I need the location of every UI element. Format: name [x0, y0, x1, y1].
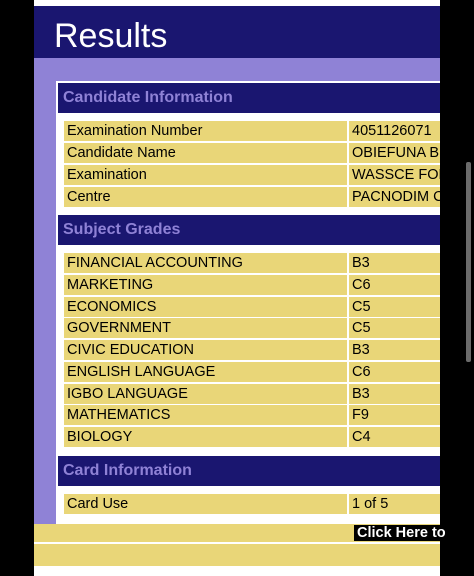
table-row: [64, 362, 440, 382]
candidate-info-heading: Candidate Information: [58, 83, 440, 113]
subject-name: IGBO LANGUAGE: [64, 384, 347, 404]
table-row: [64, 297, 440, 317]
subject-grade: C5: [349, 318, 440, 338]
subject-name: MARKETING: [64, 275, 347, 295]
subject-grade: B3: [349, 253, 440, 273]
content-band: [34, 58, 455, 524]
table-row: [64, 318, 440, 338]
candidate-name-label: Candidate Name: [64, 143, 347, 163]
card-info-heading: Card Information: [58, 456, 440, 486]
results-page: [34, 0, 455, 576]
scrollbar-thumb[interactable]: [466, 162, 471, 362]
subject-name: FINANCIAL ACCOUNTING: [64, 253, 347, 273]
table-row: [64, 427, 440, 447]
results-header: [34, 6, 440, 58]
subject-name: GOVERNMENT: [64, 318, 347, 338]
subject-name: ECONOMICS: [64, 297, 347, 317]
exam-number-label: Examination Number: [64, 121, 347, 141]
table-row: [64, 494, 440, 514]
subject-name: MATHEMATICS: [64, 405, 347, 425]
subject-grade: C6: [349, 275, 440, 295]
subject-grades-heading: Subject Grades: [58, 215, 440, 245]
click-here-button[interactable]: Click Here to: [354, 525, 440, 541]
examination-value: WASSCE FOR: [349, 165, 440, 185]
subject-grade: F9: [349, 405, 440, 425]
table-row: [64, 187, 455, 207]
footer-strip-lower: [34, 544, 440, 566]
examination-label: Examination: [64, 165, 347, 185]
subject-grade: C6: [349, 362, 440, 382]
table-row: [64, 143, 449, 163]
subject-name: BIOLOGY: [64, 427, 347, 447]
results-panel: [56, 81, 455, 524]
table-row: [64, 275, 440, 295]
subject-name: ENGLISH LANGUAGE: [64, 362, 347, 382]
table-row: [64, 253, 440, 273]
table-row: [64, 165, 449, 185]
candidate-name-value: OBIEFUNA BE: [349, 143, 440, 163]
card-use-value: 1 of 5: [349, 494, 440, 514]
subject-grade: C4: [349, 427, 440, 447]
table-row: [64, 121, 440, 141]
centre-label: Centre: [64, 187, 347, 207]
table-row: [64, 384, 440, 404]
subject-grade: C5: [349, 297, 440, 317]
table-row: [64, 405, 440, 425]
card-use-label: Card Use: [64, 494, 347, 514]
centre-value: PACNODIM CO: [349, 187, 440, 207]
subject-grade: B3: [349, 340, 440, 360]
exam-number-value: 4051126071: [349, 121, 440, 141]
page-title: Results: [54, 17, 168, 55]
table-row: [64, 340, 440, 360]
subject-grade: B3: [349, 384, 440, 404]
subject-name: CIVIC EDUCATION: [64, 340, 347, 360]
